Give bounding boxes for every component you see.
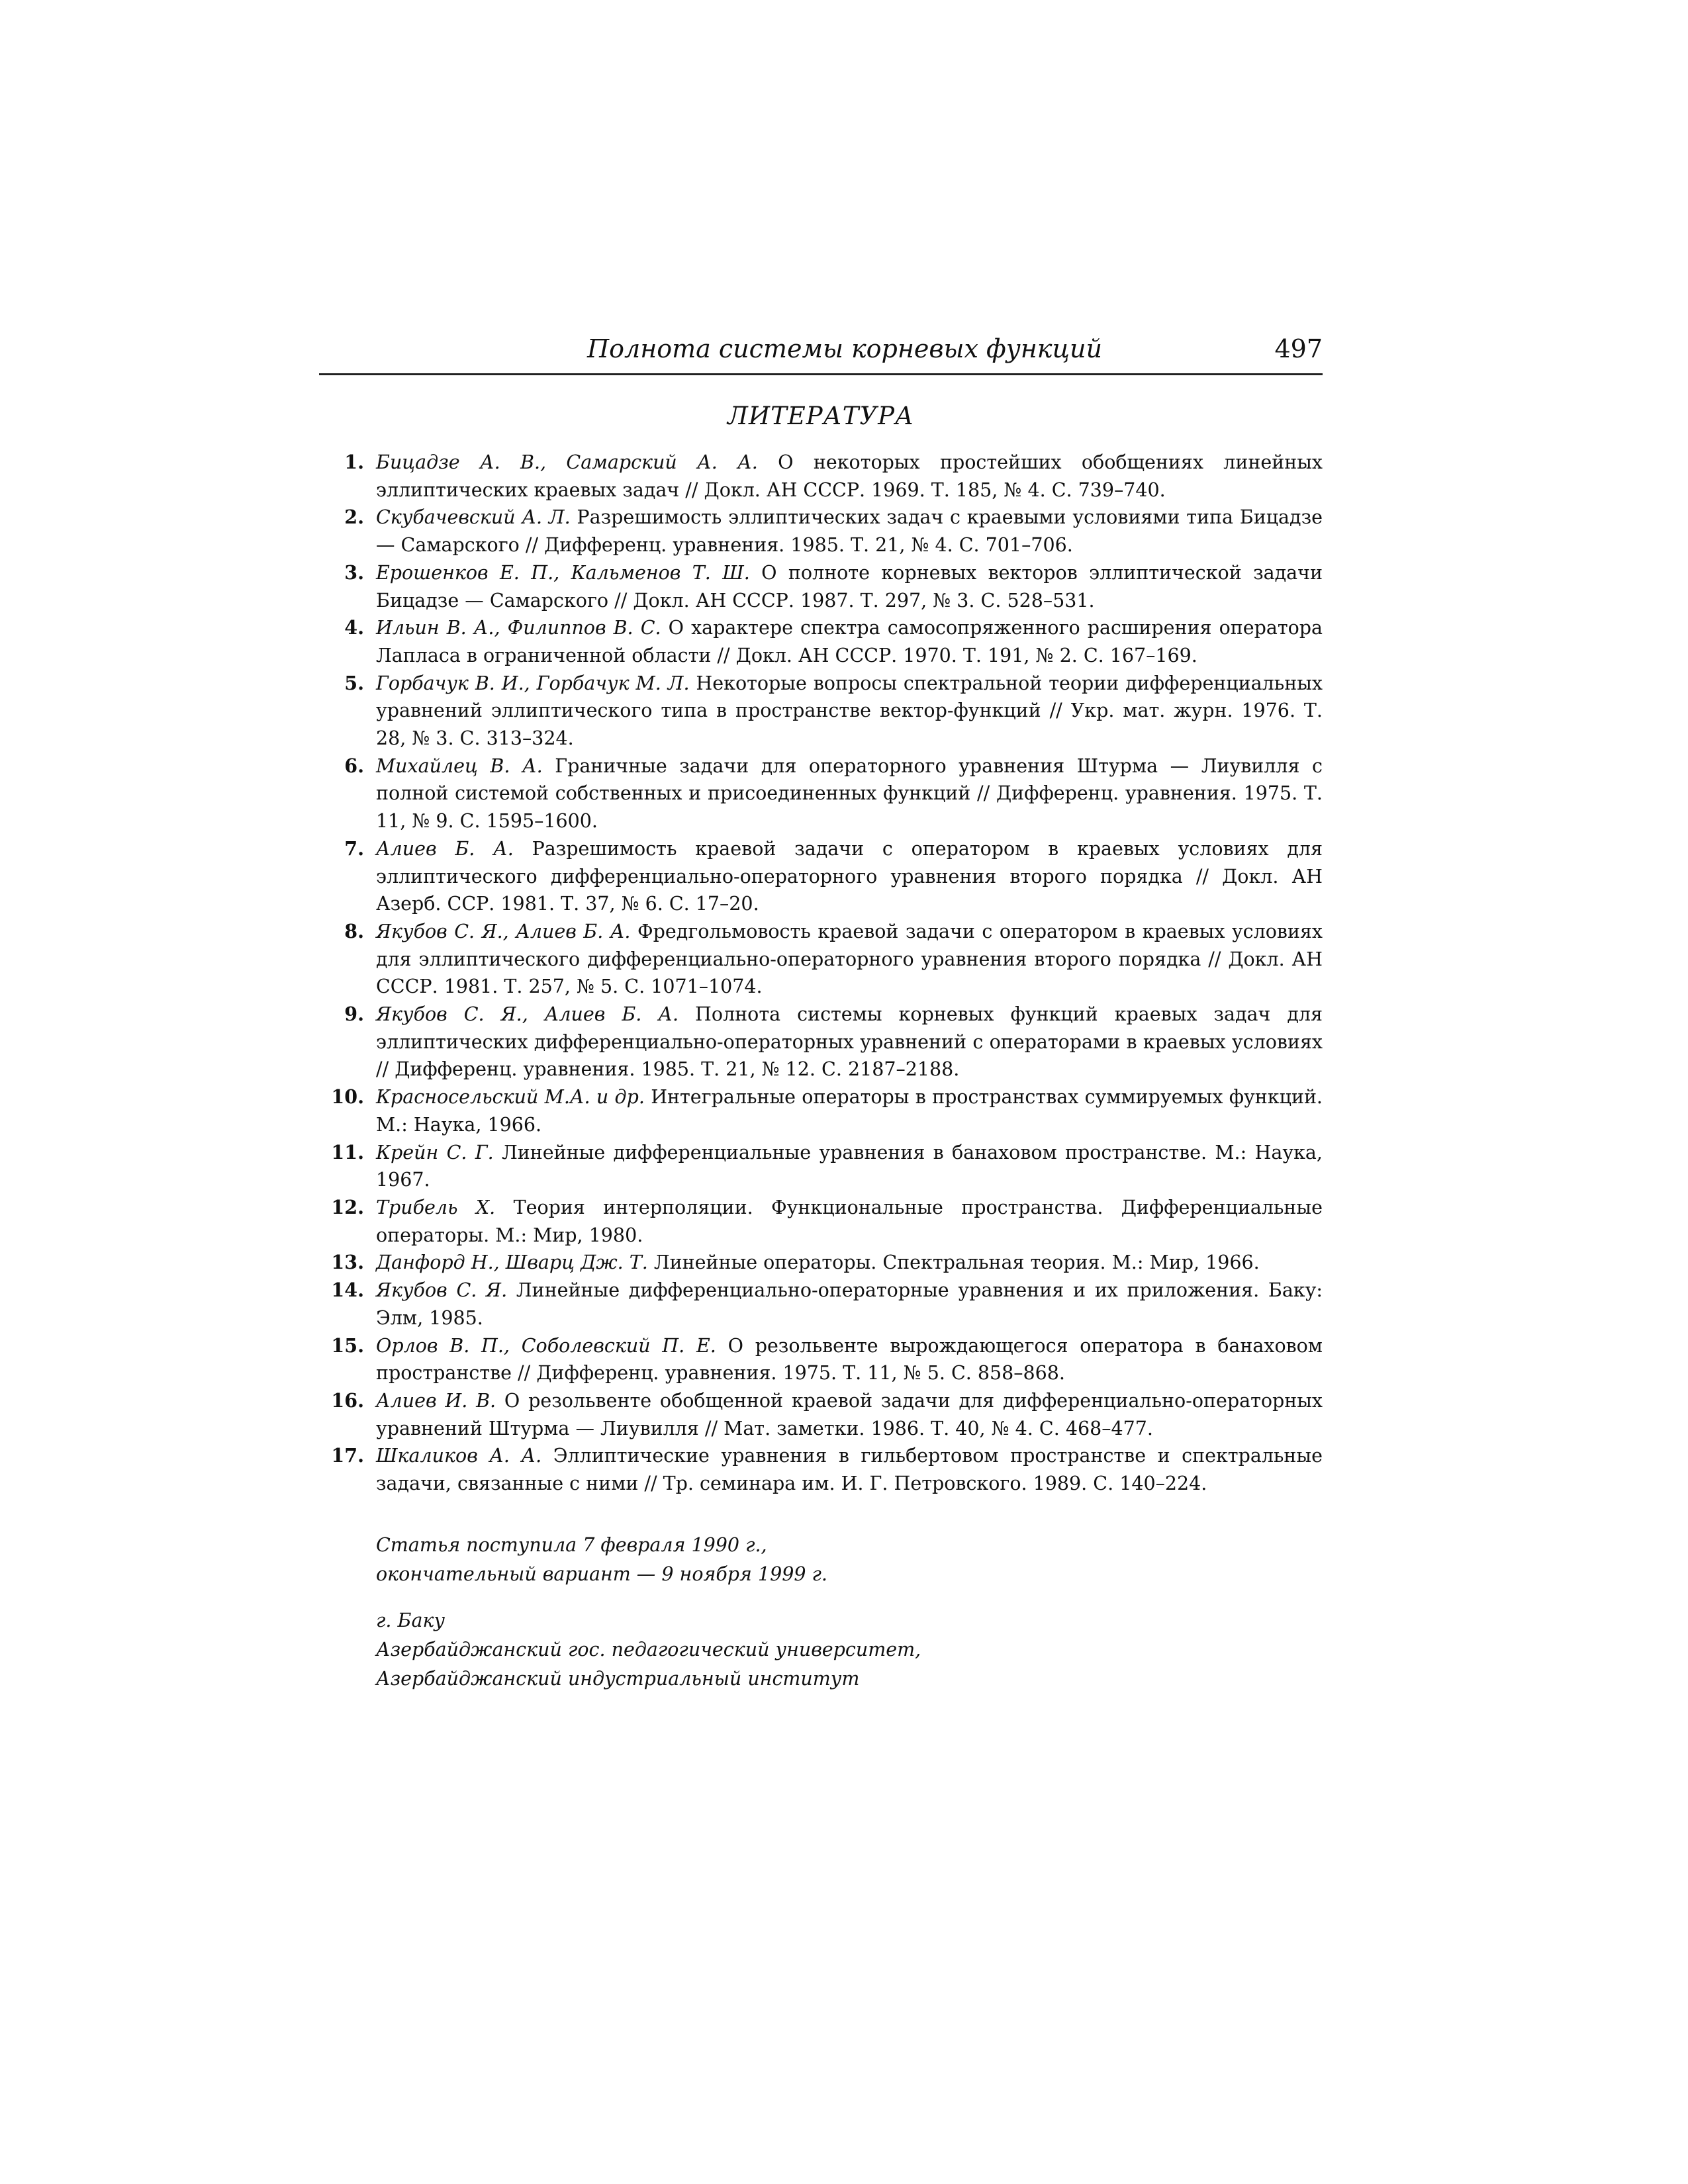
reference-item <box>319 918 1323 1001</box>
final-version-date: окончательный вариант — 9 ноября 1999 г. <box>376 1563 827 1585</box>
reference-item <box>319 1249 1323 1277</box>
reference-item <box>319 1442 1323 1497</box>
running-title: Полнота системы корневых функций <box>587 334 1102 363</box>
reference-authors: Якубов С. Я., Алиев Б. А. <box>376 1003 679 1026</box>
reference-authors: Ильин В. А., Филиппов В. С. <box>376 617 661 639</box>
reference-text: О резольвенте вырождающегося оператора в банаховом пространстве // Дифференц. уравнения. 1975. Т. 11, № 5. С. 858–868. <box>376 1334 1323 1385</box>
reference-text: Разрешимость эллиптических задач с краевыми условиями типа Бицадзе — Самарского // Дифференц. уравнения. 1985. Т. 21, № 4. С. 701–706. <box>376 506 1323 557</box>
reference-text: Эллиптические уравнения в гильбертовом пространстве и спектральные задачи, связанные с ними // Тр. семинара им. И. Г. Петровского. 1989. С. 140–224. <box>376 1445 1323 1495</box>
received-date: Статья поступила 7 февраля 1990 г., <box>376 1533 767 1556</box>
reference-text: Граничные задачи для операторного уравнения Штурма — Лиувилля с полной системой собственных и присоединенных функций // Дифференц. уравнения. 1975. Т. 11, № 9. С. 1595–1600. <box>376 754 1323 833</box>
reference-item <box>319 559 1323 614</box>
reference-authors: Красносельский М.А. и др. <box>376 1086 645 1109</box>
reference-authors: Якубов С. Я., Алиев Б. А. <box>376 920 631 942</box>
reference-number: 13. <box>331 1251 364 1274</box>
reference-text: Интегральные операторы в пространствах суммируемых функций. М.: Наука, 1966. <box>376 1086 1323 1136</box>
reference-number: 5. <box>344 671 364 694</box>
reference-number: 3. <box>344 561 364 584</box>
reference-number: 14. <box>331 1279 364 1302</box>
reference-text: О характере спектра самосопряженного расширения оператора Лапласа в ограниченной области // Докл. АН СССР. 1970. Т. 191, № 2. С. 167–169. <box>376 617 1323 666</box>
reference-authors: Скубачевский А. Л. <box>376 506 571 529</box>
reference-item <box>319 1139 1323 1194</box>
reference-authors: Шкаликов А. А. <box>376 1445 542 1467</box>
city: г. Баку <box>376 1609 445 1631</box>
reference-text: О некоторых простейших обобщениях линейных эллиптических краевых задач // Докл. АН СССР. 1969. Т. 185, № 4. С. 739–740. <box>376 451 1323 501</box>
reference-number: 1. <box>344 451 364 473</box>
reference-number: 16. <box>331 1388 364 1412</box>
reference-item <box>319 1194 1323 1249</box>
page-content <box>319 334 1323 1694</box>
reference-number: 15. <box>331 1334 364 1357</box>
reference-number: 12. <box>331 1195 364 1218</box>
reference-text: Полнота системы корневых функций краевых задач для эллиптических дифференциально-операторных уравнений с операторами в краевых условиях // Дифференц. уравнения. 1985. Т. 21, № 12. С. 2187–2188. <box>376 1003 1323 1081</box>
reference-authors: Алиев И. В. <box>376 1389 496 1412</box>
reference-number: 11. <box>331 1140 364 1163</box>
reference-item <box>319 835 1323 918</box>
reference-authors: Орлов В. П., Соболевский П. Е. <box>376 1334 716 1357</box>
reference-list <box>319 449 1323 1498</box>
reference-number: 10. <box>331 1085 364 1109</box>
reference-authors: Бицадзе А. В., Самарский А. А. <box>376 451 758 473</box>
reference-number: 2. <box>344 506 364 529</box>
reference-number: 8. <box>344 919 364 942</box>
affiliation: Азербайджанский гос. педагогический университет, <box>376 1638 921 1661</box>
reference-number: 9. <box>344 1003 364 1026</box>
reference-item <box>319 449 1323 504</box>
reference-number: 4. <box>344 616 364 639</box>
reference-authors: Алиев Б. А. <box>376 837 514 860</box>
reference-number: 17. <box>331 1444 364 1467</box>
reference-text: Некоторые вопросы спектральной теории дифференциальных уравнений эллиптического типа в пространстве вектор-функций // Укр. мат. журн. 1976. Т. 28, № 3. С. 313–324. <box>376 672 1323 750</box>
reference-item <box>319 1277 1323 1332</box>
reference-item <box>319 1387 1323 1442</box>
reference-item <box>319 614 1323 669</box>
reference-authors: Крейн С. Г. <box>376 1141 494 1163</box>
affiliation: Азербайджанский индустриальный институт <box>376 1667 860 1690</box>
reference-authors: Михайлец В. А. <box>376 754 543 777</box>
reference-item <box>319 1083 1323 1138</box>
reference-authors: Горбачук В. И., Горбачук М. Л. <box>376 672 690 694</box>
reference-authors: Якубов С. Я. <box>376 1279 508 1302</box>
reference-text: Линейные операторы. Спектральная теория. М.: Мир, 1966. <box>647 1251 1260 1274</box>
page-number: 497 <box>1274 334 1323 363</box>
reference-text: Линейные дифференциально-операторные уравнения и их приложения. Баку: Элм, 1985. <box>376 1279 1323 1329</box>
reference-text: Разрешимость краевой задачи с оператором в краевых условиях для эллиптического дифференциально-операторного уравнения второго порядка // Докл. АН Азерб. ССР. 1981. Т. 37, № 6. С. 17–20. <box>376 837 1323 915</box>
reference-text: Фредгольмовость краевой задачи с оператором в краевых условиях для эллиптического дифференциально-операторного уравнения второго порядка // Докл. АН СССР. 1981. Т. 257, № 5. С. 1071–1074. <box>376 920 1323 998</box>
reference-item <box>319 1332 1323 1387</box>
reference-authors: Трибель Х. <box>376 1196 496 1218</box>
reference-authors: Ерошенков Е. П., Кальменов Т. Ш. <box>376 561 750 584</box>
reference-text: О резольвенте обобщенной краевой задачи для дифференциально-операторных уравнений Штурма — Лиувилля // Мат. заметки. 1986. Т. 40, № 4. С. 468–477. <box>376 1389 1323 1439</box>
running-header <box>319 334 1323 375</box>
reference-authors: Данфорд Н., Шварц Дж. Т. <box>376 1251 648 1274</box>
reference-text: Линейные дифференциальные уравнения в банаховом пространстве. М.: Наука, 1967. <box>376 1141 1323 1191</box>
section-title: ЛИТЕРАТУРА <box>727 402 915 430</box>
reference-text: О полноте корневых векторов эллиптической задачи Бицадзе — Самарского // Докл. АН СССР. 1987. Т. 297, № 3. С. 528–531. <box>376 561 1323 612</box>
reference-number: 7. <box>344 837 364 860</box>
reference-item <box>319 1001 1323 1083</box>
reference-number: 6. <box>344 754 364 777</box>
reference-item <box>319 504 1323 559</box>
reference-text: Теория интерполяции. Функциональные пространства. Дифференциальные операторы. М.: Мир, 1980. <box>376 1196 1323 1246</box>
reference-item <box>319 670 1323 752</box>
article-footnotes <box>376 1531 1323 1694</box>
reference-item <box>319 752 1323 835</box>
